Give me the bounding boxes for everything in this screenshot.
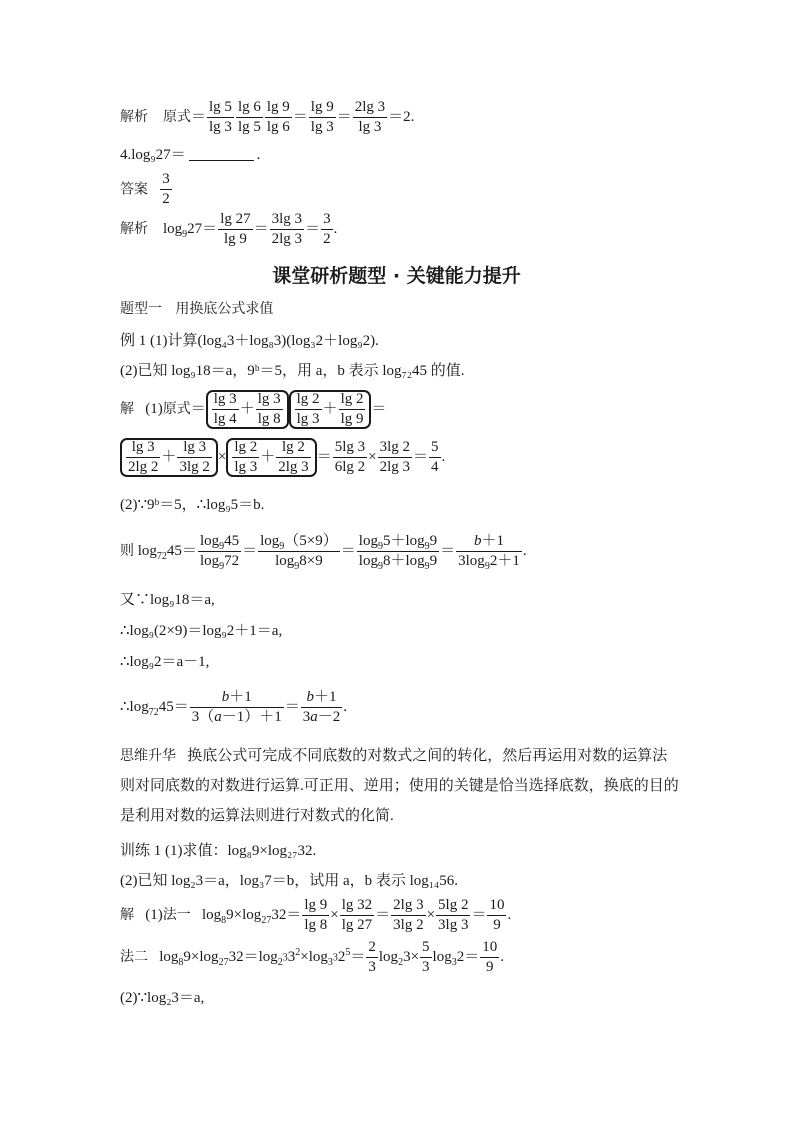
section-heading: 课堂研析题型 · 关键能力提升 bbox=[272, 265, 521, 287]
fraction: $\frac{2\lg 3}{\lg 3}$ bbox=[354, 99, 386, 135]
solution-2-line-1: (2)∵9ᵇ＝5，∴log₉5＝b. bbox=[120, 497, 265, 513]
solution-2-line-5: ∴log₉2＝a－1, bbox=[120, 654, 210, 670]
method-2-label: 法二 bbox=[120, 948, 148, 965]
example-line-1: 例 1 (1)计算(log₄3＋log₈3)(log₃2＋log₉2). bbox=[120, 333, 379, 349]
solution-line-2: $\frac{\lg 3}{2\lg 2}$ ＋ $\frac{\lg 3}{3\lg 2}$ × $\frac{\lg 2}{\lg 3}$ ＋ $\frac{\lg 2}{2\lg 3}$ ＝ $\frac{5\lg 3}{6\lg 2}$ × $\frac{3\lg 2}{2\lg 3}$ ＝ $\frac{5}{4}$ . bbox=[120, 438, 445, 477]
solution-2-line-2: 则 $\log_{72}45=$ $\frac{\log_945}{\log_972}$ ＝ $\frac{\log_9(5\times 9)}{\log_98\times 9}$ ＝ $\frac{\log_95+\log_99}{\log_98+\log_99}$ ＝ $\frac{b+1}{3\log_92+1}$ . bbox=[120, 533, 527, 572]
fraction: $\frac{3}{2}$ bbox=[323, 211, 331, 247]
fraction: $\frac{b+1}{3\log_92+1}$ bbox=[458, 533, 520, 572]
fraction: $\frac{\lg 9}{\lg 6}$ bbox=[266, 99, 290, 135]
fraction: $\frac{\lg 5}{\lg 3}$ bbox=[209, 99, 232, 135]
analysis-line-2: 解析 $\log_927=$ $\frac{\lg 27}{\lg 9}$ ＝ $\frac{3\lg 3}{2\lg 3}$ ＝ $\frac{3}{2}$ . bbox=[120, 211, 338, 247]
fraction: $\frac{\lg 9}{\lg 3}$ bbox=[310, 99, 334, 135]
topic-label: 题型一 bbox=[120, 301, 162, 317]
solution-label: 解 bbox=[120, 906, 134, 923]
solution-line-1: 解 (1)原式＝ $\frac{\lg 3}{\lg 4}$ ＋ $\frac{\lg 3}{\lg 8}$ $\frac{\lg 2}{\lg 3}$ ＋ $\frac{\lg 2}{\lg 9}$ ＝ bbox=[120, 391, 387, 427]
example-line-2: (2)已知 log₉18＝a，9ᵇ＝5，用 a，b 表示 log₇₂45 的值. bbox=[120, 363, 465, 379]
problem-4: 4.log₉27＝ . bbox=[120, 147, 261, 163]
fraction: $\frac{\log_945}{\log_972}$ bbox=[199, 533, 240, 572]
answer-line bbox=[120, 172, 173, 207]
topic-title: 用换底公式求值 bbox=[175, 301, 274, 317]
solution-2-line-3: 又∵log₉18＝a, bbox=[120, 592, 215, 608]
fraction: $\frac{3\lg 3}{2\lg 3}$ bbox=[271, 211, 303, 247]
answer-blank bbox=[189, 160, 254, 161]
parenthesis-group: $\frac{\lg 3}{\lg 4}$ ＋ $\frac{\lg 3}{\lg 8}$ bbox=[206, 390, 289, 429]
method-1-label: 法一 bbox=[162, 906, 191, 923]
parenthesis-group: $\frac{\lg 3}{2\lg 2}$ ＋ $\frac{\lg 3}{3\lg 2}$ bbox=[120, 438, 218, 477]
fraction: $\frac{\log_9(5\times 9)}{\log_98\times 9}$ bbox=[260, 533, 338, 572]
analysis-label: 解析 bbox=[120, 220, 148, 237]
formula-text: 原式 bbox=[163, 108, 191, 125]
fraction: $\frac{\lg 6}{\lg 5}$ bbox=[237, 99, 261, 135]
formula-text: 原式 bbox=[162, 400, 191, 417]
fraction: $\frac{\log_95+\log_99}{\log_98+\log_99}$ bbox=[358, 533, 438, 572]
thinking-label: 思维升华 bbox=[120, 748, 176, 764]
solution-2-line-4: ∴log₉(2×9)＝log₉2＋1＝a, bbox=[120, 623, 283, 639]
thinking-text: 换底公式可完成不同底数的对数式之间的转化，然后再运用对数的运算法则对同底数的对数进行运算.可正用、逆用；使用的关键是恰当选择底数，换底的目的是利用对数的运算法则进行对数式的化简. bbox=[120, 748, 679, 824]
answer-label: 答案 bbox=[120, 181, 148, 198]
training-solution-2: 法二 $\log_89\times\log_{27}32=\log_{2^3}3^2\times\log_{3^3}2^5=$ $\frac{2}{3}$ $\log_23\times$ $\frac{5}{3}$ $\log_32=$ $\frac{10}{9}$ . bbox=[120, 939, 504, 975]
training-line-2: (2)已知 log₂3＝a，log₃7＝b，试用 a，b 表示 log₁₄56. bbox=[120, 873, 458, 889]
parenthesis-group: $\frac{\lg 2}{\lg 3}$ ＋ $\frac{\lg 2}{2\lg 3}$ bbox=[226, 438, 316, 477]
parenthesis-group: $\frac{\lg 2}{\lg 3}$ ＋ $\frac{\lg 2}{\lg 9}$ bbox=[289, 390, 372, 429]
analysis-line-1: 解析 原式＝ $\frac{\lg 5}{\lg 3}$ $\frac{\lg 6}{\lg 5}$ $\frac{\lg 9}{\lg 6}$ ＝ $\frac{\lg 9}{\lg 3}$ ＝ $\frac{2\lg 3}{\lg 3}$ ＝2. bbox=[120, 99, 415, 135]
solution-label: 解 bbox=[120, 400, 134, 417]
answer-fraction: $\frac{3}{2}$ bbox=[162, 171, 170, 207]
training-line-1: 训练 1 (1)求值：log₈9×log₂₇32. bbox=[120, 843, 317, 859]
solution-2-line-6: $\therefore\log_{72}45=$ $\frac{b+1}{3(a-1)+1}$ ＝ $\frac{b+1}{3a-2}$ . bbox=[120, 689, 348, 725]
fraction: $\frac{b+1}{3a-2}$ bbox=[302, 689, 341, 725]
analysis-label: 解析 bbox=[120, 108, 148, 125]
fraction: $\frac{b+1}{3(a-1)+1}$ bbox=[191, 689, 282, 725]
training-solution-3: (2)∵log₂3＝a, bbox=[120, 990, 205, 1006]
topic-line bbox=[120, 302, 273, 316]
fraction: $\frac{\lg 27}{\lg 9}$ bbox=[220, 211, 251, 247]
training-solution-1: 解 (1)法一 $\log_89\times\log_{27}32=$ $\frac{\lg 9}{\lg 8}$ × $\frac{\lg 32}{\lg 27}$ ＝ $\frac{2\lg 3}{3\lg 2}$ × $\frac{5\lg 2}{3\lg 3}$ ＝ $\frac{10}{9}$ . bbox=[120, 897, 512, 933]
thinking-paragraph bbox=[120, 741, 680, 831]
problem-4-text: 4.log₉27＝ bbox=[120, 147, 186, 163]
